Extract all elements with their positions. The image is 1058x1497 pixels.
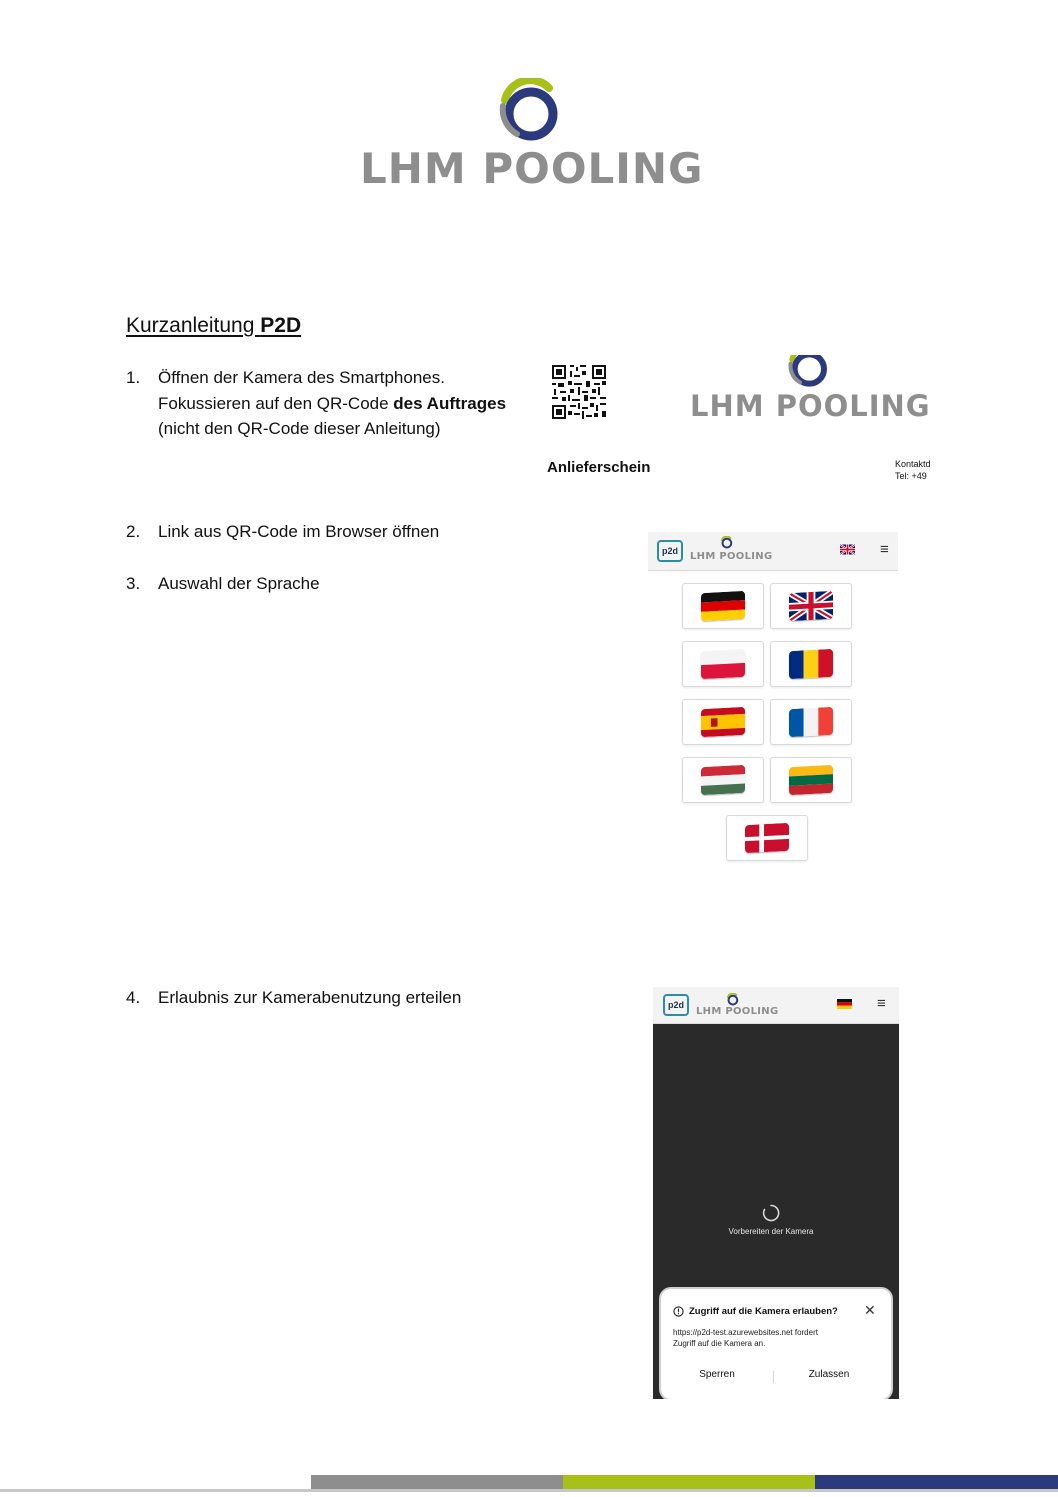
app-header	[653, 987, 899, 1024]
deny-button[interactable]: Sperren	[699, 1369, 735, 1380]
page-bottom-line	[0, 1489, 1058, 1492]
delivery-note-label: Anlieferschein	[547, 459, 651, 476]
company-logo	[360, 78, 704, 193]
p2d-app-icon[interactable]: p2d	[657, 540, 683, 562]
language-option-danish[interactable]	[726, 815, 808, 861]
camera-permission-dialog	[659, 1287, 893, 1399]
french-flag-icon	[789, 707, 833, 737]
hungarian-flag-icon	[701, 765, 745, 795]
lithuanian-flag-icon	[789, 765, 833, 795]
lhm-ring-logo-icon	[497, 78, 561, 144]
german-flag-icon	[701, 591, 745, 621]
danish-flag-icon	[745, 823, 789, 853]
lhm-ring-logo-icon	[726, 993, 739, 1006]
language-option-lithuanian[interactable]	[770, 757, 852, 803]
logo-wordmark: LHM POOLING	[360, 144, 704, 193]
lhm-ring-logo-icon	[720, 536, 733, 549]
language-option-romanian[interactable]	[770, 641, 852, 687]
uk-flag-icon	[789, 591, 833, 621]
app-header-logo-text: LHM POOLING	[690, 551, 773, 562]
qr-code-icon	[552, 365, 606, 419]
camera-loading-text: Vorbereiten der Kamera	[728, 1227, 814, 1236]
language-option-polish[interactable]	[682, 641, 764, 687]
hamburger-menu-icon[interactable]: ≡	[880, 541, 889, 558]
dialog-button-divider	[773, 1371, 774, 1383]
app-header	[648, 532, 898, 571]
delivery-note-snippet	[540, 355, 940, 480]
app-header-logo-text: LHM POOLING	[696, 1006, 779, 1017]
step-1-line-2: Fokussieren auf den QR-Code des Auftrages	[158, 393, 507, 413]
allow-button[interactable]: Zulassen	[808, 1369, 850, 1380]
camera-screen	[653, 987, 899, 1399]
polish-flag-icon	[701, 649, 745, 679]
dialog-title: Zugriff auf die Kamera erlauben?	[689, 1306, 838, 1317]
delivery-note-contact: Kontaktd Tel: +49	[895, 459, 931, 480]
language-option-german[interactable]	[682, 583, 764, 629]
delivery-note-logo-text: LHM POOLING	[690, 389, 931, 423]
p2d-app-icon[interactable]: p2d	[663, 994, 689, 1016]
language-screen	[648, 532, 898, 872]
uk-flag-icon[interactable]	[840, 544, 855, 555]
language-option-french[interactable]	[770, 699, 852, 745]
hamburger-menu-icon[interactable]: ≡	[877, 995, 886, 1012]
language-option-hungarian[interactable]	[682, 757, 764, 803]
language-option-english[interactable]	[770, 583, 852, 629]
spanish-flag-icon	[701, 707, 745, 737]
german-flag-icon[interactable]	[837, 999, 852, 1009]
step-1-line-1: Öffnen der Kamera des Smartphones.	[158, 368, 445, 387]
lhm-ring-logo-icon	[786, 355, 830, 389]
page-title: Kurzanleitung P2D	[126, 314, 302, 337]
loading-spinner-icon	[762, 1204, 780, 1222]
language-option-spanish[interactable]	[682, 699, 764, 745]
romanian-flag-icon	[789, 649, 833, 679]
dialog-message: https://p2d-test.azurewebsites.net fordert Zugriff auf die Kamera an.	[673, 1328, 818, 1348]
close-icon[interactable]: ✕	[864, 1302, 876, 1318]
info-icon	[673, 1306, 684, 1317]
step-1-line-3: (nicht den QR-Code dieser Anleitung)	[158, 419, 441, 438]
